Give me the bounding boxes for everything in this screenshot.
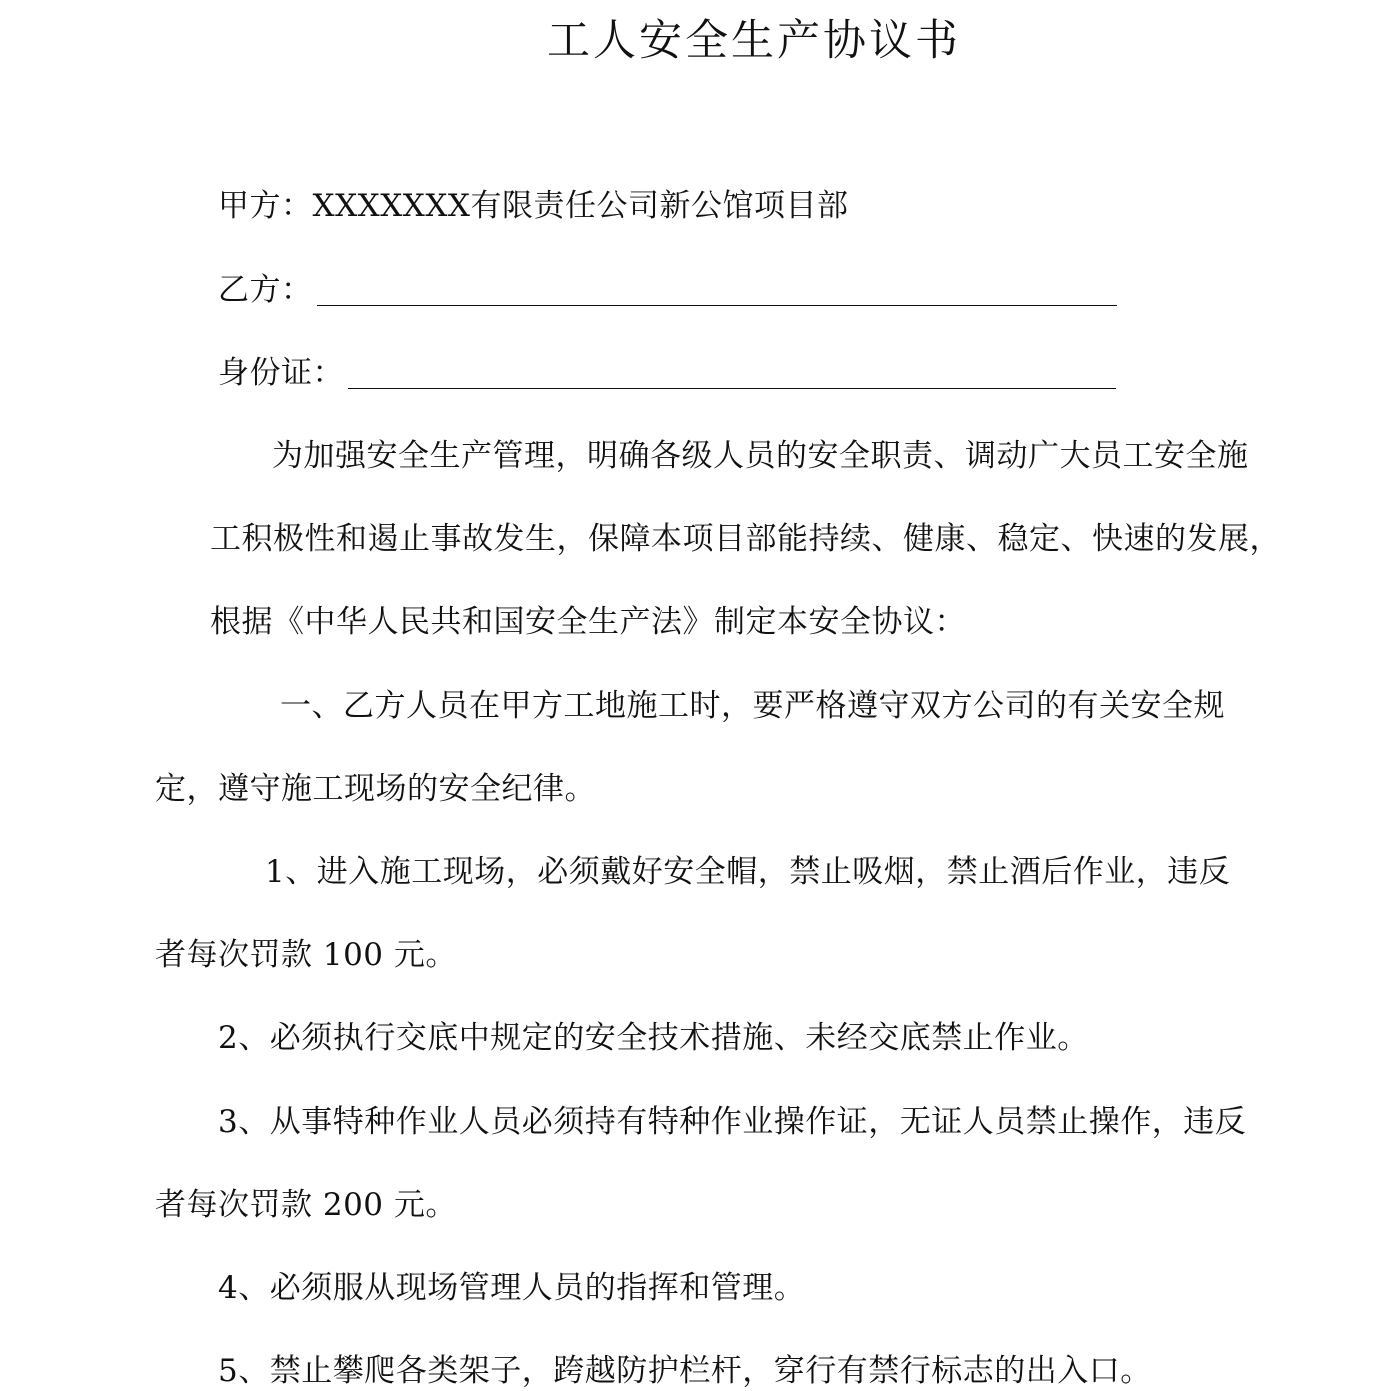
party-b-blank[interactable]	[317, 275, 1117, 306]
party-a-label: 甲方：	[218, 188, 313, 224]
id-blank[interactable]	[348, 358, 1116, 389]
party-b-label: 乙方：	[218, 272, 313, 308]
section1-line-1: 一、乙方人员在甲方工地施工时，要严格遵守双方公司的有关安全规	[280, 688, 1225, 724]
party-a-line	[218, 186, 848, 226]
item2-line: 2、必须执行交底中规定的安全技术措施、未经交底禁止作业。	[218, 1020, 1089, 1056]
id-label: 身份证：	[218, 355, 344, 391]
party-b-line	[218, 270, 1117, 310]
item3-line-2: 者每次罚款 200 元。	[155, 1187, 457, 1223]
item5-line: 5、禁止攀爬各类架子，跨越防护栏杆，穿行有禁行标志的出入口。	[218, 1353, 1152, 1389]
id-line	[218, 353, 1116, 393]
item1-line-2: 者每次罚款 100 元。	[155, 937, 457, 973]
item3-line-1: 3、从事特种作业人员必须持有特种作业操作证，无证人员禁止操作，违反	[218, 1104, 1247, 1140]
section1-line-2: 定，遵守施工现场的安全纪律。	[155, 771, 596, 807]
item4-line: 4、必须服从现场管理人员的指挥和管理。	[218, 1270, 806, 1306]
document-title: 工人安全生产协议书	[547, 16, 961, 66]
intro-line-1: 为加强安全生产管理，明确各级人员的安全职责、调动广大员工安全施	[272, 438, 1249, 474]
intro-line-2: 工积极性和遏止事故发生，保障本项目部能持续、健康、稳定、快速的发展，	[210, 521, 1281, 557]
item1-line-1: 1、进入施工现场，必须戴好安全帽，禁止吸烟，禁止酒后作业，违反	[265, 854, 1231, 890]
party-a-value: XXXXXXX有限责任公司新公馆项目部	[312, 188, 849, 224]
intro-line-3: 根据《中华人民共和国安全生产法》制定本安全协议：	[210, 604, 966, 640]
